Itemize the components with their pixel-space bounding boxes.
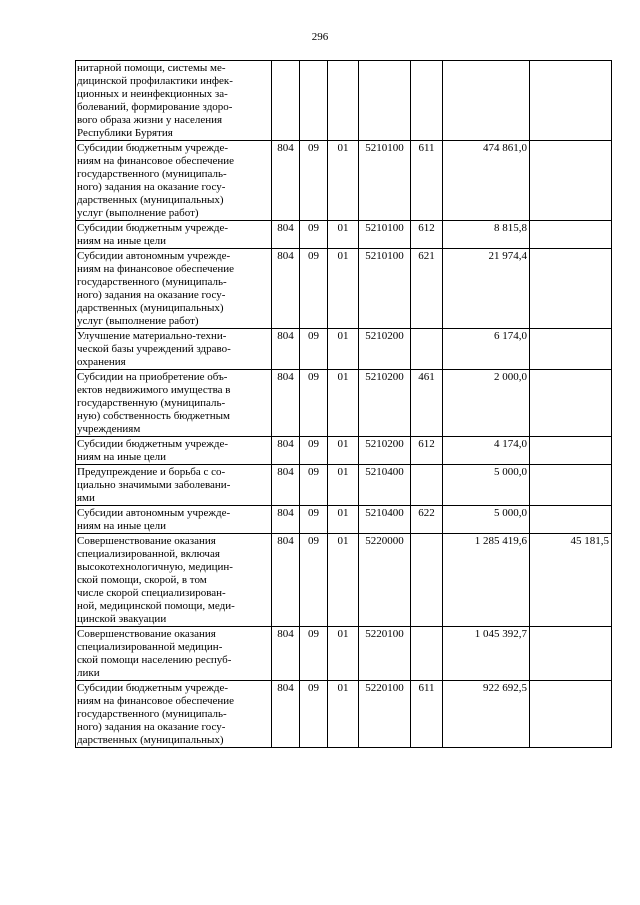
row-name-cell: Улучшение материально-техни- ческой базы учреждений здраво- охранения bbox=[76, 329, 272, 370]
row-ministry-code-cell: 804 bbox=[272, 681, 300, 748]
row-amount-extra-cell bbox=[530, 437, 612, 465]
row-section-code-cell: 09 bbox=[300, 506, 328, 534]
budget-table bbox=[75, 60, 612, 748]
row-name-cell: Субсидии бюджетным учрежде- ниям на финансовое обеспечение государственного (муниципаль- ного) задания на оказание госу- дарственных (муниципальных) услуг (выполнение работ) bbox=[76, 141, 272, 221]
table-row bbox=[76, 465, 612, 506]
row-name-cell: Совершенствование оказания специализированной медицин- ской помощи населению респуб- лики bbox=[76, 627, 272, 681]
row-amount-extra-cell bbox=[530, 465, 612, 506]
row-target-article-cell: 5210400 bbox=[359, 465, 411, 506]
row-ministry-code-cell bbox=[272, 61, 300, 141]
row-target-article-cell: 5220000 bbox=[359, 534, 411, 627]
row-section-code-cell: 09 bbox=[300, 249, 328, 329]
table-row bbox=[76, 141, 612, 221]
row-expense-type-cell bbox=[411, 465, 443, 506]
row-target-article-cell: 5210100 bbox=[359, 141, 411, 221]
row-target-article-cell: 5210100 bbox=[359, 221, 411, 249]
row-expense-type-cell: 621 bbox=[411, 249, 443, 329]
row-subsection-code-cell bbox=[328, 61, 359, 141]
row-amount-extra-cell bbox=[530, 141, 612, 221]
row-target-article-cell: 5210100 bbox=[359, 249, 411, 329]
row-expense-type-cell: 612 bbox=[411, 437, 443, 465]
page-number: 296 bbox=[311, 31, 329, 43]
row-target-article-cell: 5220100 bbox=[359, 681, 411, 748]
row-target-article-cell: 5210200 bbox=[359, 437, 411, 465]
row-amount-cell bbox=[443, 61, 530, 141]
row-amount-cell: 8 815,8 bbox=[443, 221, 530, 249]
row-section-code-cell: 09 bbox=[300, 370, 328, 437]
row-amount-cell: 922 692,5 bbox=[443, 681, 530, 748]
row-amount-extra-cell bbox=[530, 221, 612, 249]
row-amount-cell: 21 974,4 bbox=[443, 249, 530, 329]
row-amount-extra-cell bbox=[530, 506, 612, 534]
row-section-code-cell: 09 bbox=[300, 141, 328, 221]
row-amount-cell: 1 045 392,7 bbox=[443, 627, 530, 681]
row-name-cell: Предупреждение и борьба с со- циально значимыми заболевани- ями bbox=[76, 465, 272, 506]
row-name-cell: Субсидии на приобретение объ- ектов недвижимого имущества в государственную (муниципаль- ную) собственность бюджетным учреждениям bbox=[76, 370, 272, 437]
row-ministry-code-cell: 804 bbox=[272, 465, 300, 506]
table-row bbox=[76, 627, 612, 681]
row-name-cell: Субсидии автономным учрежде- ниям на иные цели bbox=[76, 506, 272, 534]
table-row bbox=[76, 370, 612, 437]
row-section-code-cell: 09 bbox=[300, 465, 328, 506]
row-amount-cell: 474 861,0 bbox=[443, 141, 530, 221]
row-subsection-code-cell: 01 bbox=[328, 506, 359, 534]
row-amount-extra-cell: 45 181,5 bbox=[530, 534, 612, 627]
row-subsection-code-cell: 01 bbox=[328, 221, 359, 249]
row-amount-cell: 1 285 419,6 bbox=[443, 534, 530, 627]
row-amount-extra-cell bbox=[530, 681, 612, 748]
row-amount-cell: 6 174,0 bbox=[443, 329, 530, 370]
row-name-cell: Субсидии бюджетным учрежде- ниям на иные цели bbox=[76, 437, 272, 465]
row-name-cell: Субсидии бюджетным учрежде- ниям на финансовое обеспечение государственного (муниципаль- ного) задания на оказание госу- дарственных (муниципальных) bbox=[76, 681, 272, 748]
row-section-code-cell: 09 bbox=[300, 534, 328, 627]
row-expense-type-cell: 461 bbox=[411, 370, 443, 437]
row-name-cell: нитарной помощи, системы ме- дицинской профилактики инфек- ционных и неинфекционных за- болеваний, формирование здоро- вого образа жизни у населения Республики Бурятия bbox=[76, 61, 272, 141]
row-amount-cell: 5 000,0 bbox=[443, 506, 530, 534]
table-row bbox=[76, 506, 612, 534]
row-subsection-code-cell: 01 bbox=[328, 681, 359, 748]
row-ministry-code-cell: 804 bbox=[272, 627, 300, 681]
row-ministry-code-cell: 804 bbox=[272, 329, 300, 370]
row-ministry-code-cell: 804 bbox=[272, 506, 300, 534]
row-target-article-cell: 5210200 bbox=[359, 370, 411, 437]
row-target-article-cell: 5220100 bbox=[359, 627, 411, 681]
row-expense-type-cell: 611 bbox=[411, 681, 443, 748]
row-subsection-code-cell: 01 bbox=[328, 329, 359, 370]
row-amount-extra-cell bbox=[530, 370, 612, 437]
table-row bbox=[76, 221, 612, 249]
row-amount-extra-cell bbox=[530, 627, 612, 681]
table-row bbox=[76, 61, 612, 141]
row-expense-type-cell: 611 bbox=[411, 141, 443, 221]
row-amount-extra-cell bbox=[530, 249, 612, 329]
row-ministry-code-cell: 804 bbox=[272, 534, 300, 627]
row-amount-extra-cell bbox=[530, 329, 612, 370]
row-subsection-code-cell: 01 bbox=[328, 141, 359, 221]
row-expense-type-cell bbox=[411, 61, 443, 141]
row-section-code-cell: 09 bbox=[300, 627, 328, 681]
row-section-code-cell: 09 bbox=[300, 437, 328, 465]
row-expense-type-cell: 612 bbox=[411, 221, 443, 249]
row-expense-type-cell bbox=[411, 627, 443, 681]
row-section-code-cell: 09 bbox=[300, 329, 328, 370]
row-amount-cell: 5 000,0 bbox=[443, 465, 530, 506]
row-amount-extra-cell bbox=[530, 61, 612, 141]
table-row bbox=[76, 534, 612, 627]
row-expense-type-cell: 622 bbox=[411, 506, 443, 534]
row-amount-cell: 4 174,0 bbox=[443, 437, 530, 465]
row-expense-type-cell bbox=[411, 534, 443, 627]
table-row bbox=[76, 329, 612, 370]
row-subsection-code-cell: 01 bbox=[328, 249, 359, 329]
row-ministry-code-cell: 804 bbox=[272, 249, 300, 329]
row-name-cell: Субсидии автономным учрежде- ниям на финансовое обеспечение государственного (муниципаль- ного) задания на оказание госу- дарственных (муниципальных) услуг (выполнение работ) bbox=[76, 249, 272, 329]
row-section-code-cell: 09 bbox=[300, 221, 328, 249]
row-ministry-code-cell: 804 bbox=[272, 370, 300, 437]
row-target-article-cell: 5210400 bbox=[359, 506, 411, 534]
row-amount-cell: 2 000,0 bbox=[443, 370, 530, 437]
row-ministry-code-cell: 804 bbox=[272, 437, 300, 465]
row-name-cell: Совершенствование оказания специализированной, включая высокотехнологичную, медицин- ской помощи, скорой, в том числе скорой специализирован- ной, медицинской помощи, меди- цинской эвакуации bbox=[76, 534, 272, 627]
row-section-code-cell bbox=[300, 61, 328, 141]
row-target-article-cell bbox=[359, 61, 411, 141]
row-ministry-code-cell: 804 bbox=[272, 221, 300, 249]
row-subsection-code-cell: 01 bbox=[328, 534, 359, 627]
row-expense-type-cell bbox=[411, 329, 443, 370]
row-subsection-code-cell: 01 bbox=[328, 465, 359, 506]
row-subsection-code-cell: 01 bbox=[328, 627, 359, 681]
row-subsection-code-cell: 01 bbox=[328, 437, 359, 465]
row-subsection-code-cell: 01 bbox=[328, 370, 359, 437]
table-row bbox=[76, 681, 612, 748]
row-ministry-code-cell: 804 bbox=[272, 141, 300, 221]
row-name-cell: Субсидии бюджетным учрежде- ниям на иные цели bbox=[76, 221, 272, 249]
table-row bbox=[76, 249, 612, 329]
row-section-code-cell: 09 bbox=[300, 681, 328, 748]
row-target-article-cell: 5210200 bbox=[359, 329, 411, 370]
table-row bbox=[76, 437, 612, 465]
